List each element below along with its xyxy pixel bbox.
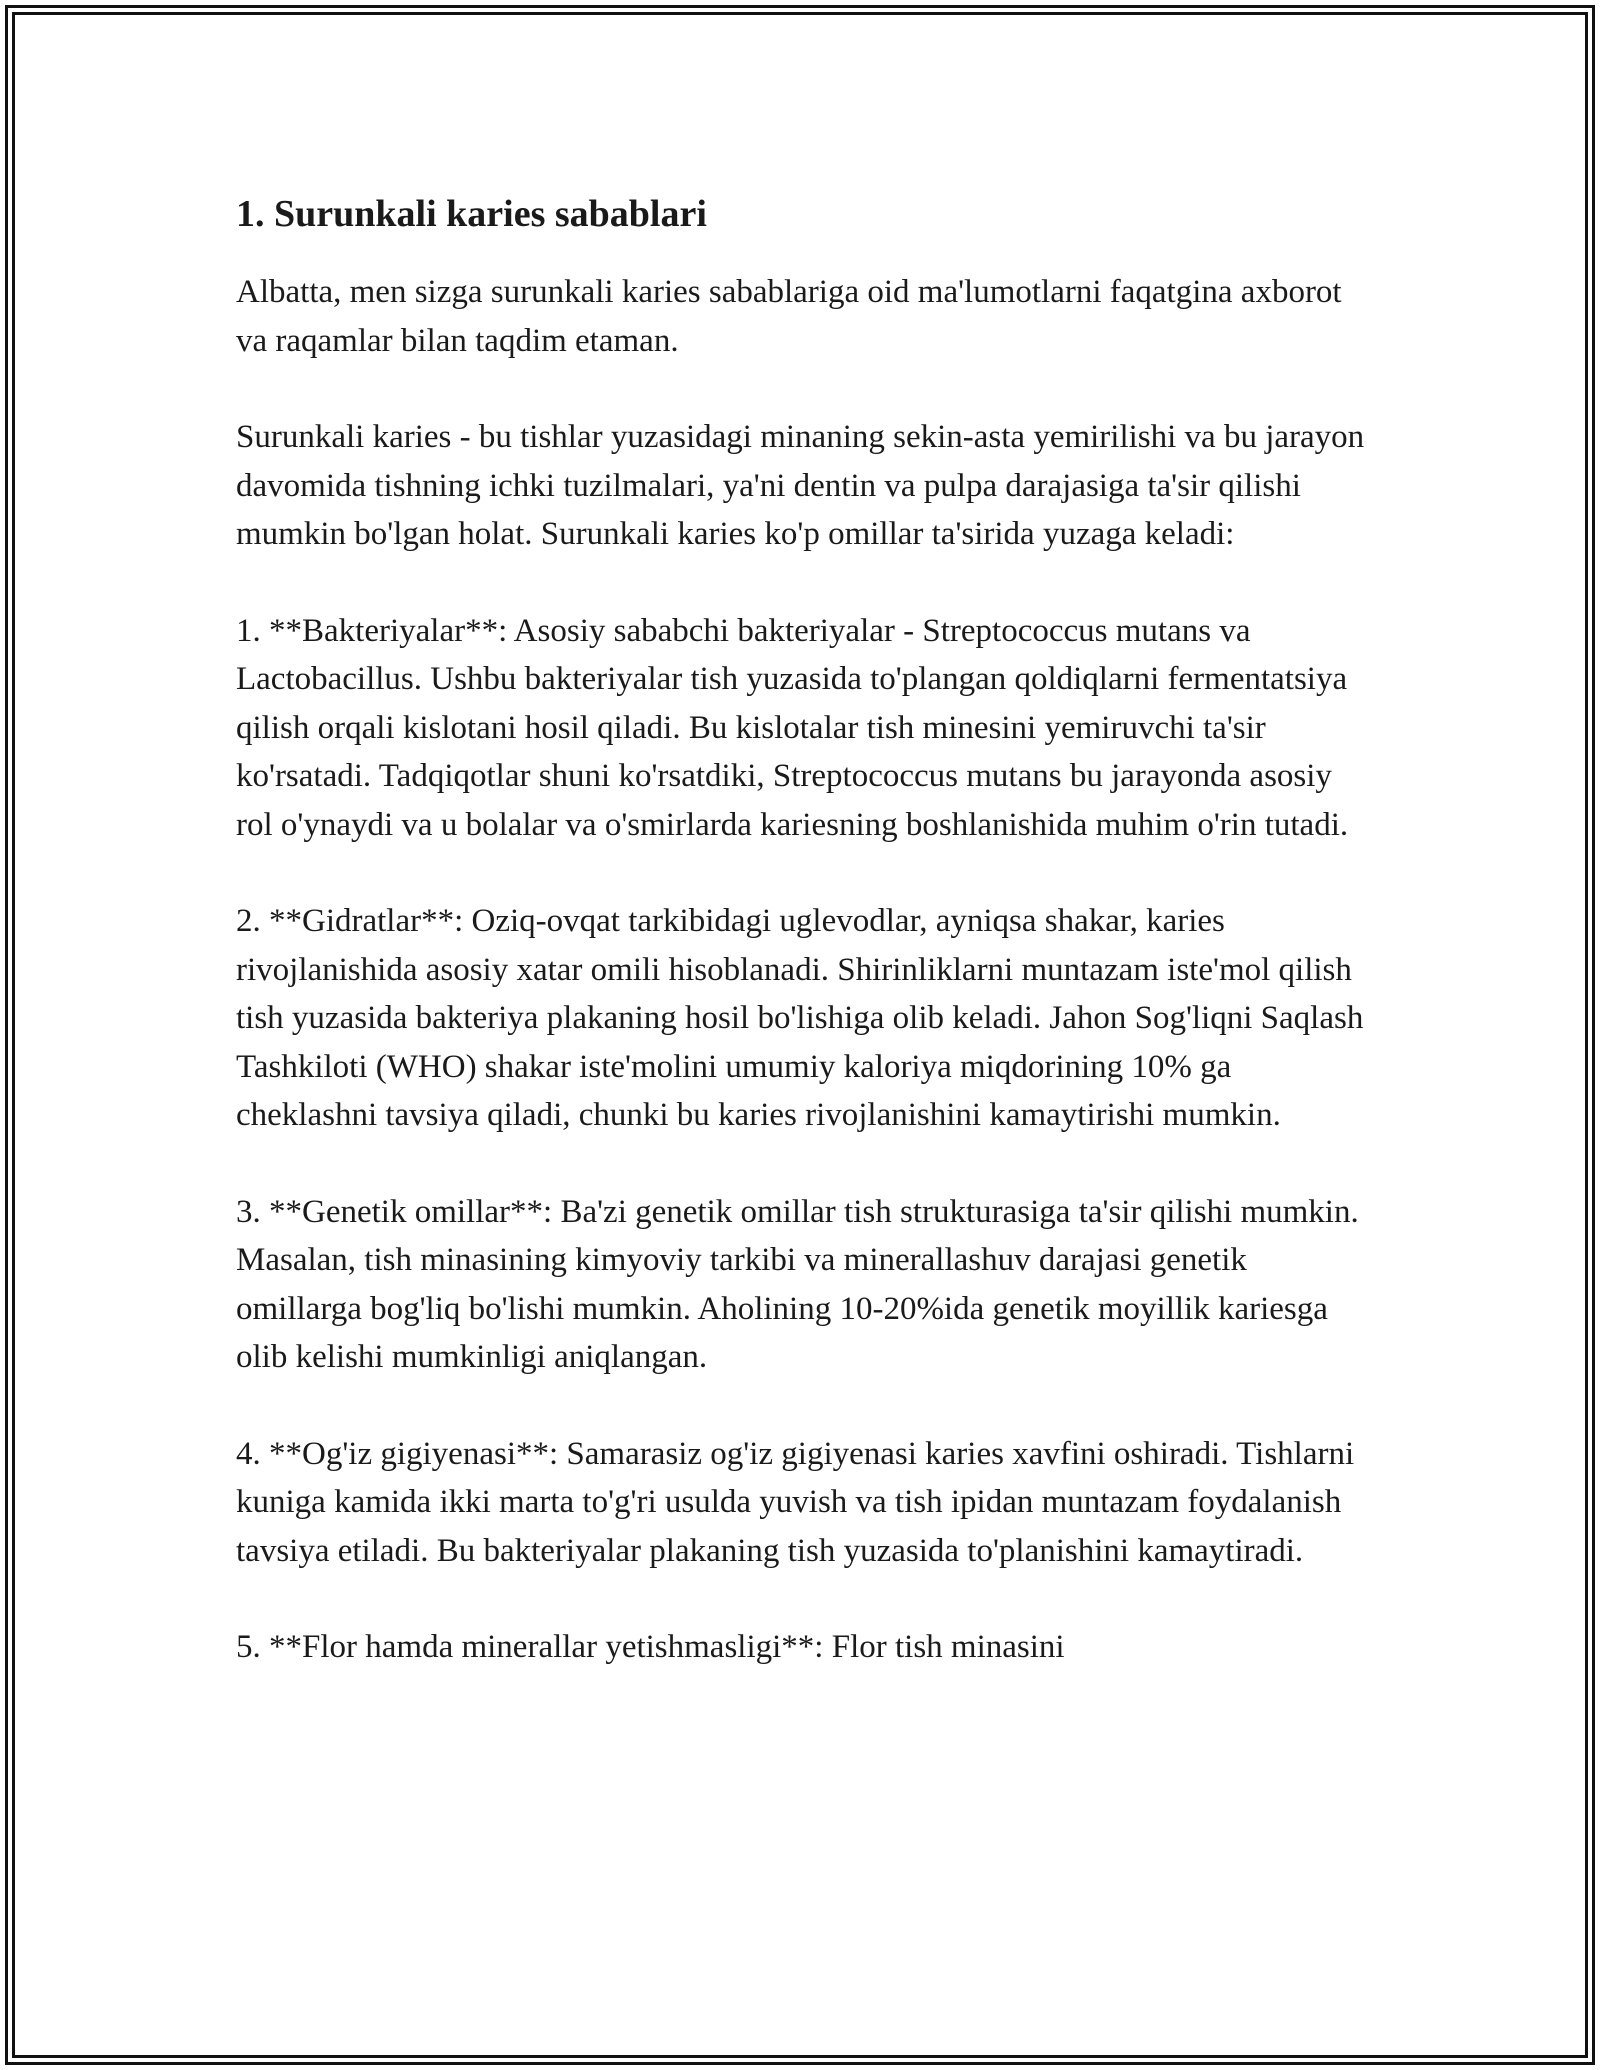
paragraph-fluoride: 5. **Flor hamda minerallar yetishmasligi**: Flor tish minasini bbox=[236, 1629, 1065, 1665]
paragraph-carbohydrates: 2. **Gidratlar**: Oziq-ovqat tarkibidagi uglevodlar, ayniqsa shakar, karies rivojlanishida asosiy xatar omili hisoblanadi. Shirinliklarni muntazam iste'mol qilish tish yuzasida bakteriya plakaning hosil bo'lishiga olib keladi. Jahon Sog'liqni Saqlash Tashkiloti (WHO) shakar iste'molini umumiy kaloriya miqdorining 10% ga cheklashni tavsiya qiladi, chunki bu karies rivojlanishini kamaytirishi mumkin. bbox=[236, 903, 1364, 1133]
document-body bbox=[236, 190, 1376, 1720]
paragraph-intro: Albatta, men sizga surunkali karies sabablariga oid ma'lumotlarni faqatgina axborot va raqamlar bilan taqdim etaman. bbox=[236, 274, 1342, 359]
paragraph-bacteria: 1. **Bakteriyalar**: Asosiy sababchi bakteriyalar - Streptococcus mutans va Lactobacillus. Ushbu bakteriyalar tish yuzasida to'plangan qoldiqlarni fermentatsiya qilish orqali kislotani hosil qiladi. Bu kislotalar tish minesini yemiruvchi ta'sir ko'rsatadi. Tadqiqotlar shuni ko'rsatdiki, Streptococcus mutans bu jarayonda asosiy rol o'ynaydi va u bolalar va o'smirlarda kariesning boshlanishida muhim o'rin tutadi. bbox=[236, 612, 1349, 843]
paragraph-oral-hygiene: 4. **Og'iz gigiyenasi**: Samarasiz og'iz gigiyenasi karies xavfini oshiradi. Tishlarni kuniga kamida ikki marta to'g'ri usulda yuvish va tish ipidan muntazam foydalanish tavsiya etiladi. Bu bakteriyalar plakaning tish yuzasida to'planishini kamaytiradi. bbox=[236, 1435, 1355, 1569]
paragraph-definition: Surunkali karies - bu tishlar yuzasidagi minaning sekin-asta yemirilishi va bu jarayon davomida tishning ichki tuzilmalari, ya'ni dentin va pulpa darajasiga ta'sir qilishi mumkin bo'lgan holat. Surunkali karies ko'p omillar ta'sirida yuzaga keladi: bbox=[236, 419, 1365, 552]
document-title: 1. Surunkali karies sabablari bbox=[236, 193, 707, 235]
paragraph-genetics: 3. **Genetik omillar**: Ba'zi genetik omillar tish strukturasiga ta'sir qilishi mumkin. Masalan, tish minasining kimyoviy tarkibi va minerallashuv darajasi genetik omillarga bog'liq bo'lishi mumkin. Aholining 10-20%ida genetik moyillik kariesga olib kelishi mumkinligi aniqlangan. bbox=[236, 1193, 1359, 1375]
